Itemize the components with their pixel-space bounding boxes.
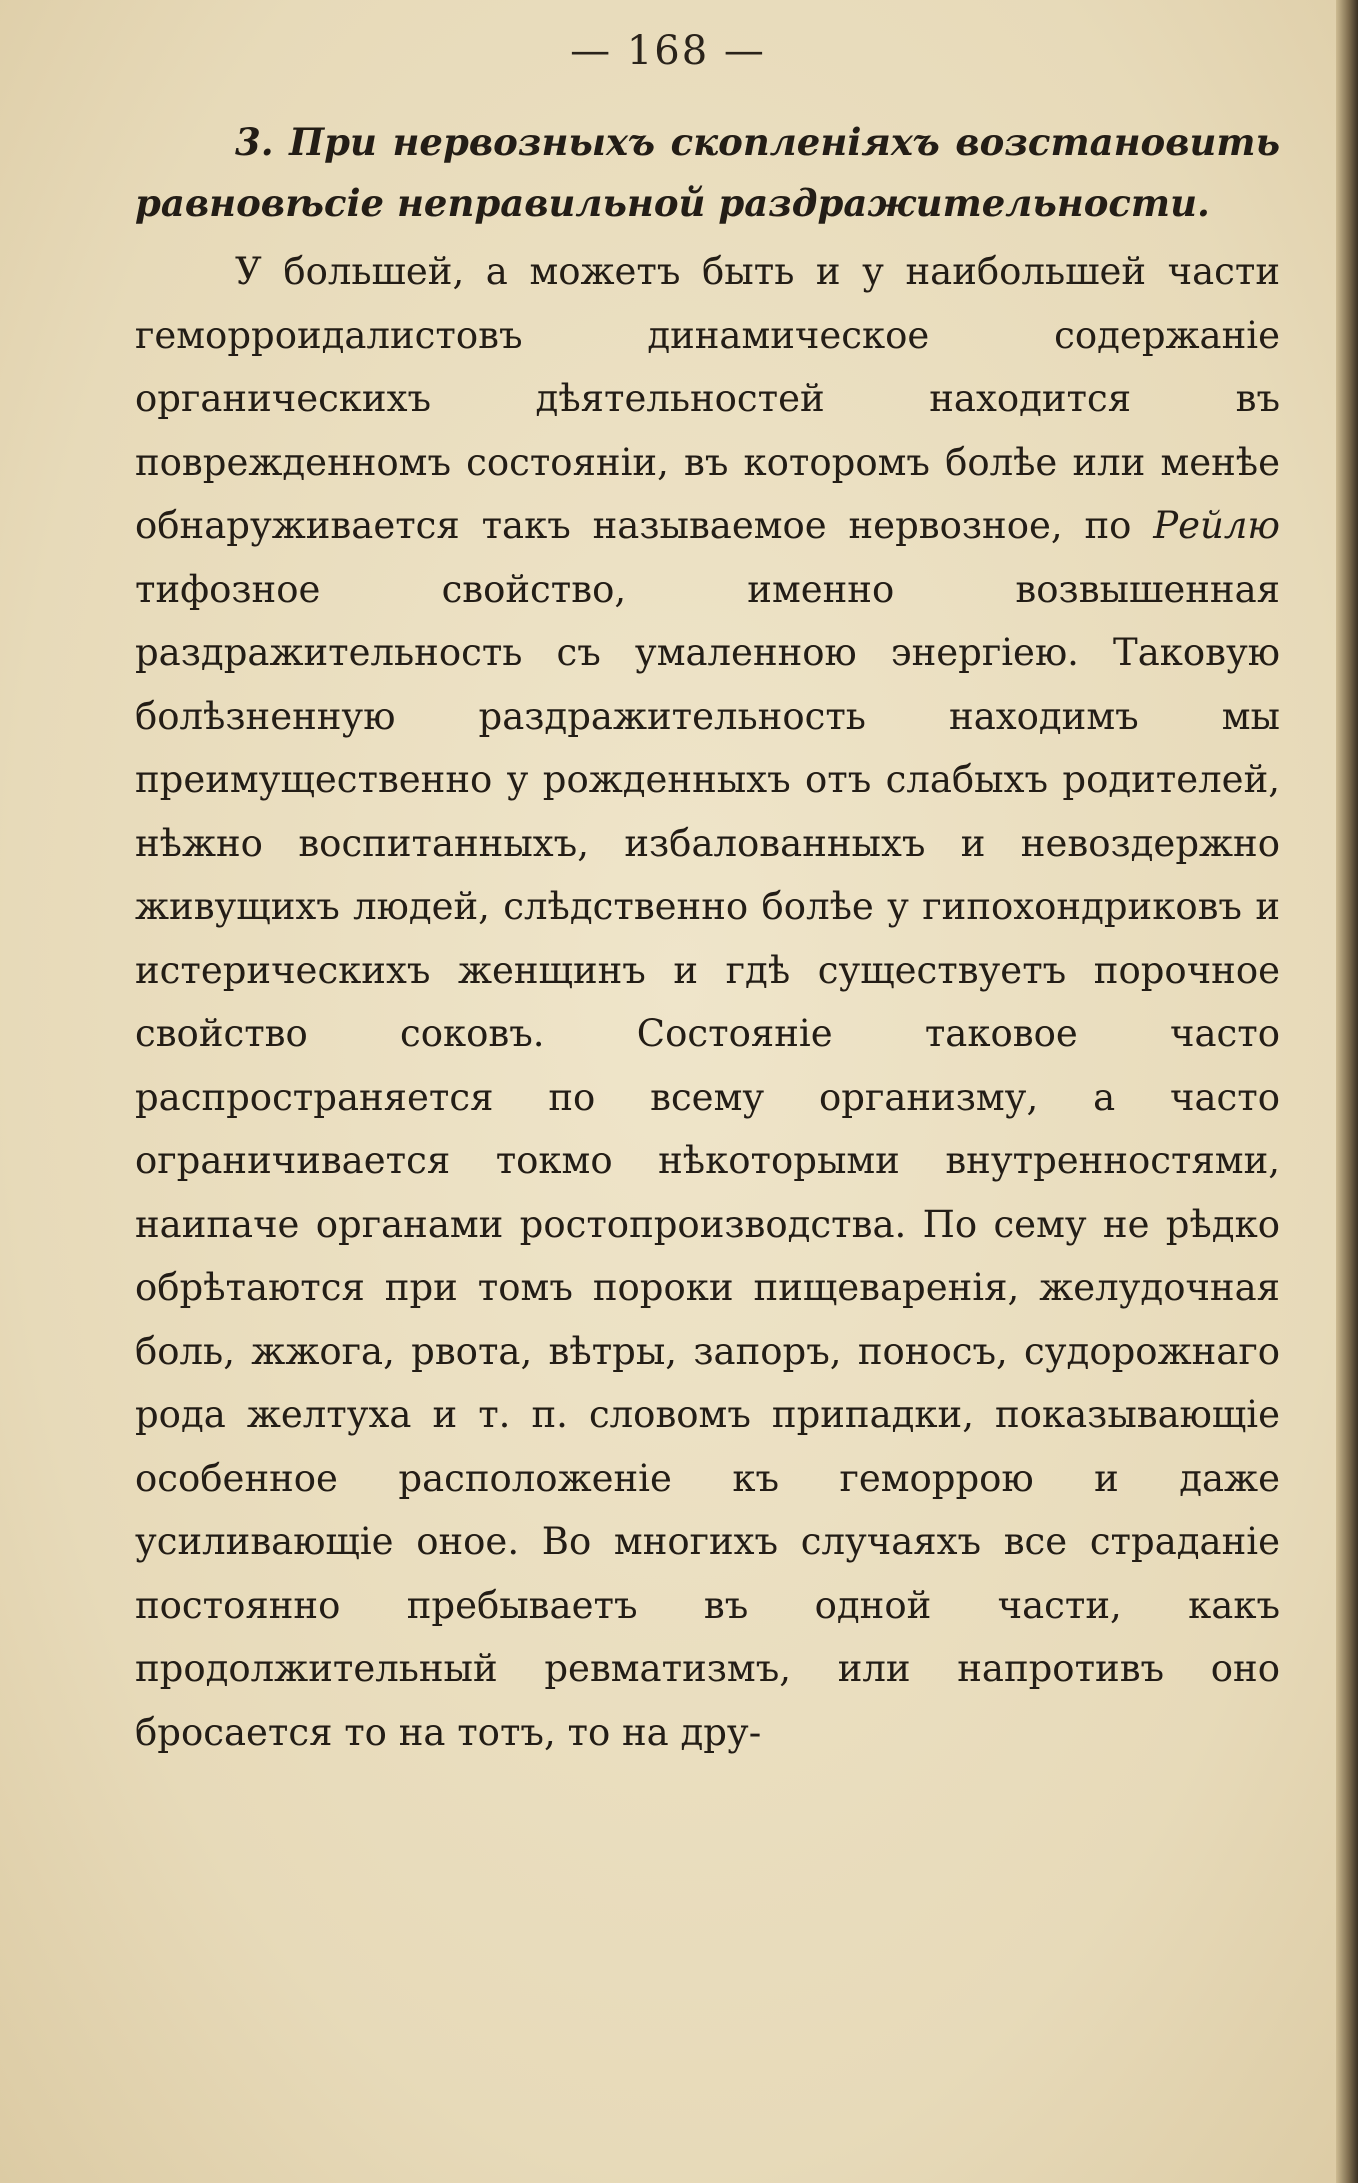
- body-paragraph: [135, 240, 1280, 1764]
- text-block: [135, 112, 1280, 1764]
- body-text-part-2: тифозное свойство, именно возвышенная раздражительность съ умаленною энергіею. Таковую болѣзненную раздражительность находимъ мы преимущественно у рожденныхъ отъ слабыхъ родителей, нѣжно воспитанныхъ, избалованныхъ и невоздержно живущихъ людей, слѣдственно болѣе у гипохондриковъ и истерическихъ женщинъ и гдѣ существуетъ порочное свойство соковъ. Состояніе таковое часто распространяется по всему организму, а часто ограничивается токмо нѣкоторыми внутренностями, наипаче органами ростопроизводства. По сему не рѣдко обрѣтаются при томъ пороки пищеваренія, желудочная боль, жжога, рвота, вѣтры, запоръ, поносъ, судорожнаго рода желтуха и т. п. словомъ припадки, показывающіе особенное расположеніе къ геморрою и даже усиливающіе оное. Во многихъ случаяхъ все страданіе постоянно пребываетъ въ одной части, какъ продолжительный ревматизмъ, или напротивъ оно бросается то на тотъ, то на дру-: [135, 567, 1280, 1754]
- section-heading: 3. При нервозныхъ скопленіяхъ возстановить равновѣсіе неправильной раздражительности.: [135, 120, 1280, 225]
- page-binding-edge: [1336, 0, 1358, 2183]
- page-number: — 168 —: [570, 28, 766, 74]
- author-name: Рейлю: [1153, 504, 1280, 547]
- body-text-part-1: У большей, а можетъ быть и у наибольшей части геморроидалистовъ динамическое содержаніе органическихъ дѣятельностей находится въ поврежденномъ состояніи, въ которомъ болѣе или менѣе обнаруживается такъ называемое нервозное, по: [135, 250, 1280, 547]
